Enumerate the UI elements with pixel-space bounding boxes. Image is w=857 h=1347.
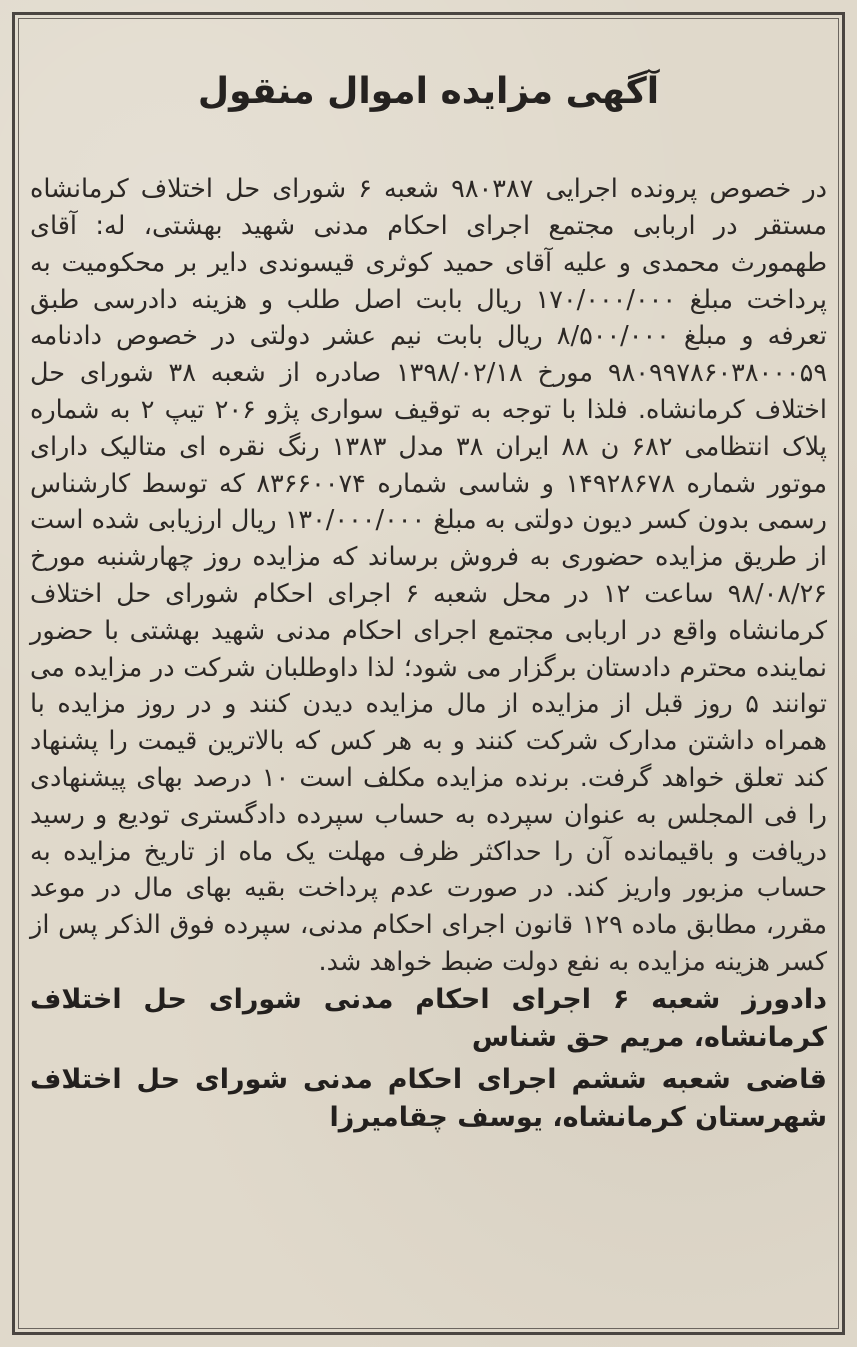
judge-signature: قاضی شعبه ششم اجرای احکام مدنی شورای حل اختلاف شهرستان کرمانشاه، یوسف چقامیرزا [30,1063,827,1133]
notice-title: آگهی مزایده اموال منقول [197,71,660,112]
notice-body: در خصوص پرونده اجرایی ۹۸۰۳۸۷ شعبه ۶ شورای حل اختلاف کرمانشاه مستقر در اربابی مجتمع اجرای احکام مدنی شهید بهشتی، له: آقای طهمورث محمدی و علیه آقای حمید کوثری قیسوندی دایر بر محکومیت به پرداخت مبلغ ۱۷۰/۰۰۰/۰۰۰ ریال بابت اصل طلب و هزینه دادرسی طبق تعرفه و مبلغ ۸/۵۰۰/۰۰۰ ریال بابت نیم عشر دولتی در خصوص دادنامه ۹۸۰۹۹۷۸۶۰۳۸۰۰۰۵۹ مورخ ۱۳۹۸/۰۲/۱۸ صادره از شعبه ۳۸ شورای حل اختلاف کرمانشاه. فلذا با توجه به توقیف سواری پژو ۲۰۶ تیپ ۲ به شماره پلاک انتظامی ۶۸۲ ن ۸۸ ایران ۳۸ مدل ۱۳۸۳ رنگ نقره ای متالیک دارای موتور شماره ۱۴۹۲۸۶۷۸ و شاسی شماره ۸۳۶۶۰۰۷۴ که توسط کارشناس رسمی بدون کسر دیون دولتی به مبلغ ۱۳۰/۰۰۰/۰۰۰ ریال ارزیابی شده است از طریق مزایده حضوری به فروش برساند که مزایده روز چهارشنبه مورخ ۹۸/۰۸/۲۶ ساعت ۱۲ در محل شعبه ۶ اجرای احکام شورای حل اختلاف کرمانشاه واقع در اربابی مجتمع اجرای احکام مدنی شهید بهشتی با حضور نماینده محترم دادستان برگزار می شود؛ لذا داوطلبان شرکت در مزایده می توانند ۵ روز قبل از مزایده از مال مزایده دیدن کنند و در روز مزایده با همراه داشتن مدارک شرکت کنند و به هر کس که بالاترین قیمت را پشنهاد کند تعلق خواهد گرفت. برنده مزایده مکلف است ۱۰ درصد بهای پیشنهادی را فی المجلس به عنوان سپرده به حساب سپرده دادگستری تودیع و رسید دریافت و باقیمانده آن را حداکثر ظرف مهلت یک ماه از تاریخ مزایده به حساب مزبور واریز کند. در صورت عدم پرداخت بقیه بهای مال در موعد مقرر، مطابق ماده ۱۲۹ قانون اجرای احکام مدنی، سپرده فوق الذکر پس از کسر هزینه مزایده به نفع دولت ضبط خواهد شد. [30,174,828,977]
bailiff-signature: دادورز شعبه ۶ اجرای احکام مدنی شورای حل اختلاف کرمانشاه، مریم حق شناس [30,983,828,1053]
